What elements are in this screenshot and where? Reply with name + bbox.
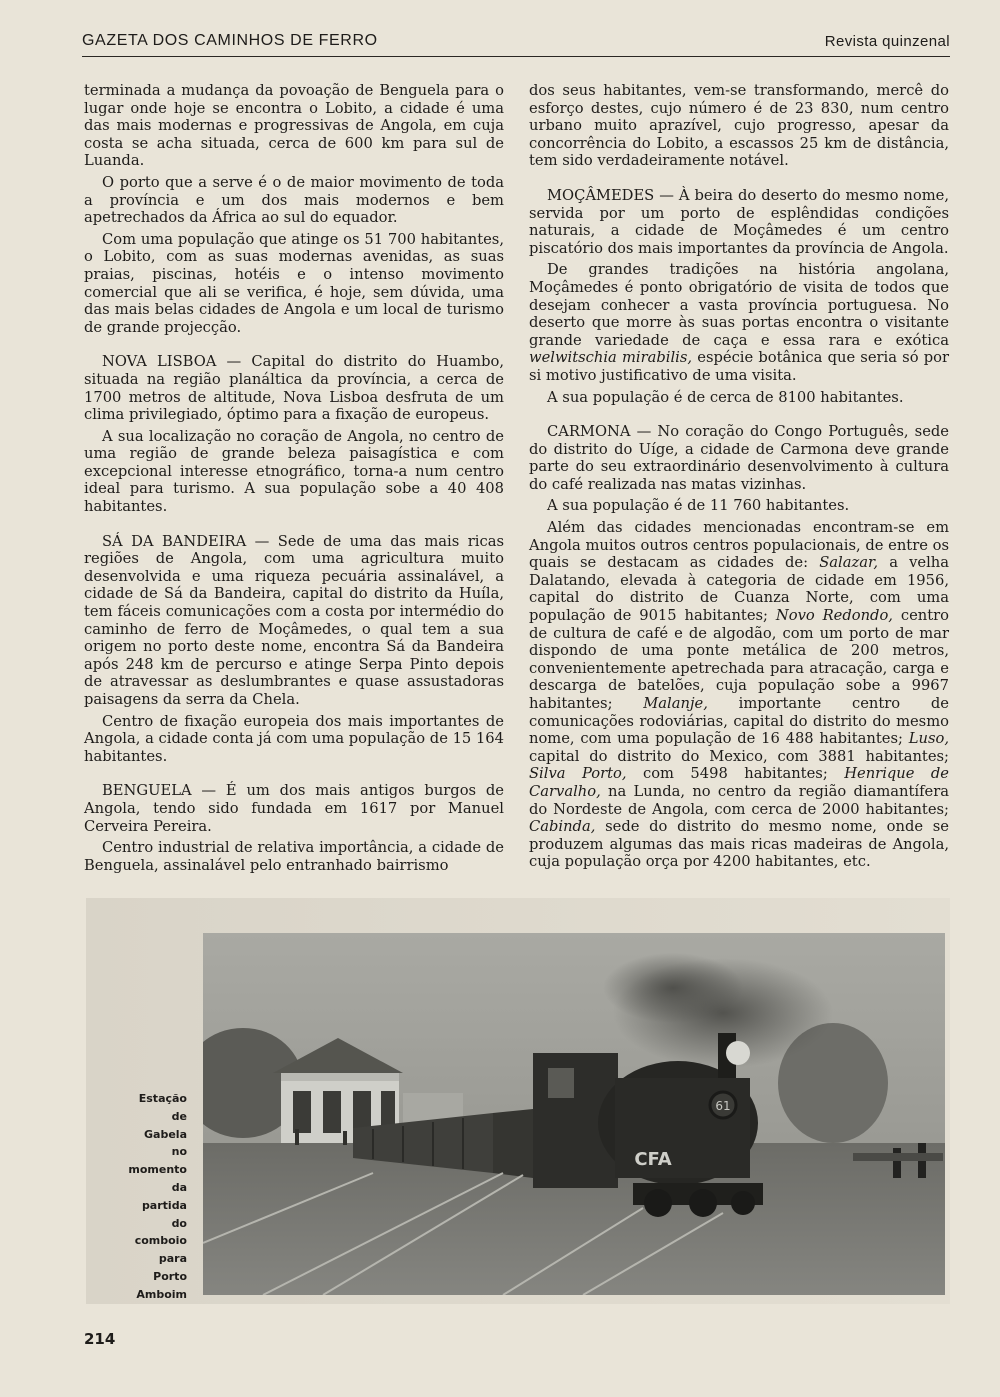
photo-illustration — [203, 933, 945, 1295]
paragraph: O porto que a serve é o de maior movimento de toda a província e um dos mais modernos e bem apetrechados da África ao sul do equador. — [84, 173, 504, 227]
locomotive-lettering: CFA — [634, 1149, 672, 1170]
photo-caption: Estação de Gabela no momento da partida do comboio para Porto Amboim — [128, 1092, 187, 1301]
section-mocamedes: MOÇÂMEDES — À beira do deserto do mesmo nome, servida por um porto de esplêndidas condições naturais, a cidade de Moçâmedes é um centro piscatório dos mais importantes da província de Angola. — [529, 186, 949, 257]
running-header — [82, 30, 950, 57]
publication-title: GAZETA DOS CAMINHOS DE FERRO — [82, 32, 378, 49]
section-benguela: BENGUELA — É um dos mais antigos burgos de Angola, tendo sido fundada em 1617 por Manuel Cerveira Pereira. — [84, 782, 504, 835]
right-column — [529, 82, 949, 875]
left-column — [84, 82, 504, 878]
section-nova-lisboa: NOVA LISBOA — Capital do distrito do Huambo, situada na região planáltica da província, a cerca de 1700 metros de altitude, Nova Lisboa desfruta de um clima privilegiado, óptimo para a fixação de europeus. — [84, 353, 504, 424]
section-sa-da-bandeira: SÁ DA BANDEIRA — Sede de uma das mais ricas regiões de Angola, com uma agricultura muito desenvolvida e uma riqueza pecuária assinalável, a cidade de Sá da Bandeira, capital do distrito da Huíla, tem fáceis comunicações com a costa por intermédio do caminho de ferro de Moçâmedes, o qual tem a sua origem no porto deste nome, encontra Sá da Bandeira após 248 km de percurso e atinge Serpa Pinto depois de atravessar as deslumbrantes e quase assustadoras paisagens da serra da Chela. — [84, 532, 504, 708]
publication-subtitle: Revista quinzenal — [824, 33, 950, 50]
section-carmona: CARMONA — No coração do Congo Português, sede do distrito do Uíge, a cidade de Carmona deve grande parte do seu extraordinário desenvolvimento à cultura do café realizada nas matas vizinhas. — [529, 423, 949, 493]
page-number: 214 — [84, 1330, 116, 1348]
paragraph: dos seus habitantes, vem-se transformando, mercê do esforço destes, cujo número é de 23 830, num centro urbano muito aprazível, cujo progresso, apesar da concorrência do Lobito, a escassos 25 km de distância, tem sido verdadeiramente notável. — [529, 82, 949, 170]
paragraph-other-cities: Além das cidades mencionadas encontram-se em Angola muitos outros centros populacionais, de entre os quais se destacam as cidades de: Salazar, a velha Dalatando, elevada à categoria de cidade em 1956, capital do distrito de Cuanza Norte, com uma população de 9015 habitantes; Novo Redondo, centro de cultura de café e de algodão, com um porto de mar dispondo de uma ponte metálica de 200 metros, convenientemente apetrechada para atracação, carga e descarga de batelões, cuja população sobe a 9967 habitantes; Malanje, importante centro de comunicações rodoviárias, capital do distrito do mesmo nome, com uma população de 16 488 habitantes; Luso, capital do distrito do Mexico, com 3881 habitantes; Silva Porto, com 5498 habitantes; Henrique de Carvalho, na Lunda, no centro da região diamantífera do Nordeste de Angola, com cerca de 2000 habitantes; Cabinda, sede do distrito do mesmo nome, onde se produzem algumas das mais ricas madeiras de Angola, cuja população orça por 4200 habitantes, etc. — [529, 519, 950, 871]
paragraph: terminada a mudança da povoação de Benguela para o lugar onde hoje se encontra o Lobito, a cidade é uma das mais modernas e progressivas de Angola, em cuja costa se acha situada, cerca de 600 km para sul de Luanda. — [84, 82, 504, 170]
species-name: welwitschia mirabilis, — [529, 349, 693, 367]
train-station-photo — [203, 933, 945, 1295]
paragraph: Centro industrial de relativa importância, a cidade de Benguela, assinalável pelo entranhado bairrismo — [84, 839, 504, 874]
paragraph: A sua população é de cerca de 8100 habitantes. — [547, 388, 904, 406]
paragraph: Com uma população que atinge os 51 700 habitantes, o Lobito, com as suas modernas avenidas, as suas praias, piscinas, hotéis e o intenso movimento comercial que ali se verifica, é hoje, sem dúvida, uma das mais belas cidades de Angola e um local de turismo de grande projecção. — [84, 230, 504, 336]
paragraph: A sua localização no coração de Angola, no centro de uma região de grande beleza paisagística e com excepcional interesse etnográfico, torna-a num centro ideal para turismo. A sua população sobe a 40 408 habitantes. — [84, 427, 504, 516]
paragraph: Centro de fixação europeia dos mais importantes de Angola, a cidade conta já com uma população de 15 164 habitantes. — [84, 712, 504, 765]
paragraph: De grandes tradições na história angolana, Moçâmedes é ponto obrigatório de visita de todos que desejam conhecer a vasta província portuguesa. No deserto que morre às suas portas encontra o visitante grande variedade de caça e essa rara e exótica welwitschia mirabilis, espécie botânica que seria só por si motivo justificativo de uma visita. — [529, 261, 949, 384]
paragraph: A sua população é de 11 760 habitantes. — [547, 497, 850, 515]
locomotive-number: 61 — [715, 1099, 731, 1113]
